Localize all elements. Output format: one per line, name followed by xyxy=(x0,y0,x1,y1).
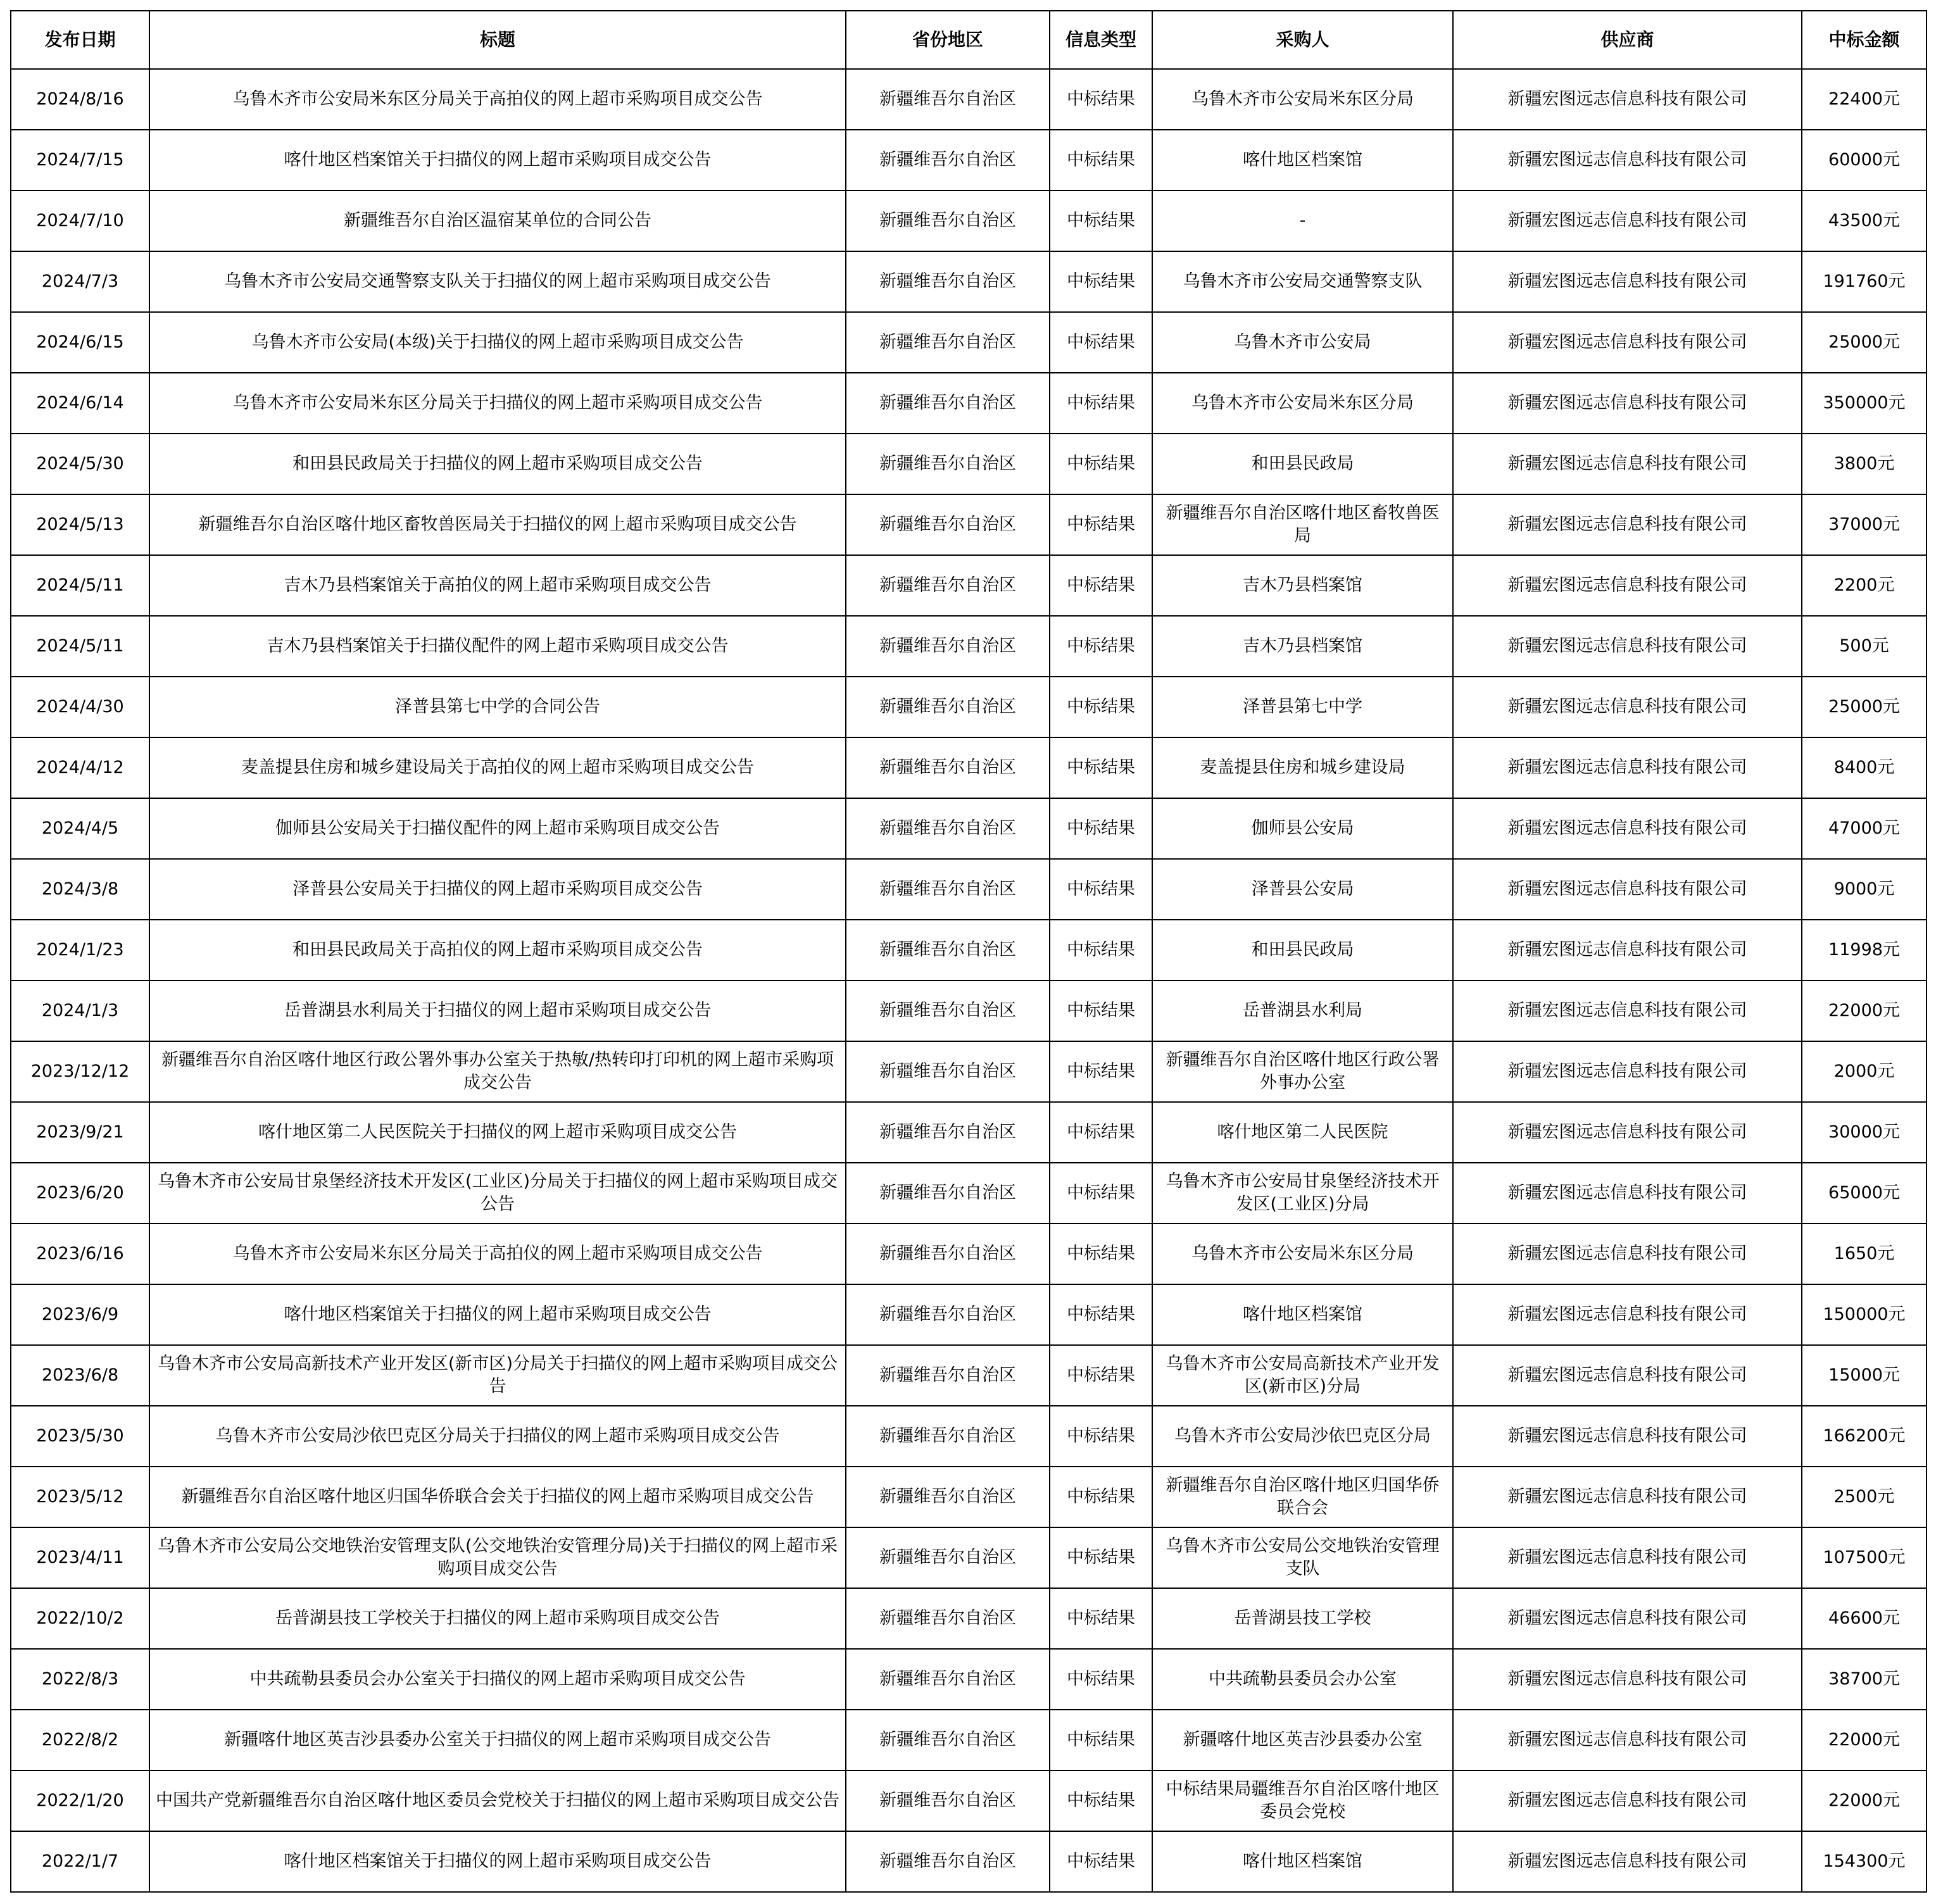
cell-purchaser: 喀什地区档案馆 xyxy=(1152,130,1453,191)
cell-date: 2024/6/14 xyxy=(11,373,149,434)
cell-title: 新疆维吾尔自治区喀什地区畜牧兽医局关于扫描仪的网上超市采购项目成交公告 xyxy=(149,494,846,555)
cell-title: 乌鲁木齐市公安局米东区分局关于高拍仪的网上超市采购项目成交公告 xyxy=(149,69,846,130)
header-row xyxy=(11,11,1927,69)
table-row xyxy=(11,1102,1927,1163)
table-row xyxy=(11,859,1927,920)
cell-date: 2024/4/30 xyxy=(11,677,149,737)
cell-purchaser: 中标结果局疆维吾尔自治区喀什地区委员会党校 xyxy=(1152,1770,1453,1831)
cell-purchaser: 吉木乃县档案馆 xyxy=(1152,616,1453,677)
cell-date: 2022/1/7 xyxy=(11,1831,149,1892)
cell-region: 新疆维吾尔自治区 xyxy=(846,1406,1050,1467)
cell-info-type: 中标结果 xyxy=(1050,798,1152,859)
cell-purchaser: 中共疏勒县委员会办公室 xyxy=(1152,1649,1453,1710)
cell-purchaser: 吉木乃县档案馆 xyxy=(1152,555,1453,616)
cell-purchaser: 喀什地区档案馆 xyxy=(1152,1284,1453,1345)
table-row xyxy=(11,737,1927,798)
cell-purchaser: 乌鲁木齐市公安局米东区分局 xyxy=(1152,1224,1453,1284)
cell-title: 乌鲁木齐市公安局高新技术产业开发区(新市区)分局关于扫描仪的网上超市采购项目成交公告 xyxy=(149,1345,846,1406)
table-row xyxy=(11,494,1927,555)
cell-date: 2024/1/23 xyxy=(11,920,149,980)
cell-purchaser: 乌鲁木齐市公安局高新技术产业开发区(新市区)分局 xyxy=(1152,1345,1453,1406)
cell-title: 乌鲁木齐市公安局沙依巴克区分局关于扫描仪的网上超市采购项目成交公告 xyxy=(149,1406,846,1467)
column-header-date: 发布日期 xyxy=(11,11,149,69)
cell-amount: 22000元 xyxy=(1802,1770,1927,1831)
cell-info-type: 中标结果 xyxy=(1050,1649,1152,1710)
column-header-title: 标题 xyxy=(149,11,846,69)
cell-info-type: 中标结果 xyxy=(1050,859,1152,920)
cell-amount: 8400元 xyxy=(1802,737,1927,798)
cell-title: 泽普县公安局关于扫描仪的网上超市采购项目成交公告 xyxy=(149,859,846,920)
cell-info-type: 中标结果 xyxy=(1050,130,1152,191)
cell-supplier: 新疆宏图远志信息科技有限公司 xyxy=(1453,191,1802,251)
cell-purchaser: 新疆维吾尔自治区喀什地区行政公署外事办公室 xyxy=(1152,1041,1453,1102)
cell-supplier: 新疆宏图远志信息科技有限公司 xyxy=(1453,1770,1802,1831)
cell-date: 2022/8/3 xyxy=(11,1649,149,1710)
cell-title: 泽普县第七中学的合同公告 xyxy=(149,677,846,737)
cell-purchaser: 岳普湖县技工学校 xyxy=(1152,1588,1453,1649)
cell-date: 2024/8/16 xyxy=(11,69,149,130)
cell-amount: 43500元 xyxy=(1802,191,1927,251)
table-row xyxy=(11,1527,1927,1588)
table-row xyxy=(11,191,1927,251)
cell-date: 2024/6/15 xyxy=(11,312,149,373)
cell-title: 中国共产党新疆维吾尔自治区喀什地区委员会党校关于扫描仪的网上超市采购项目成交公告 xyxy=(149,1770,846,1831)
cell-supplier: 新疆宏图远志信息科技有限公司 xyxy=(1453,130,1802,191)
cell-supplier: 新疆宏图远志信息科技有限公司 xyxy=(1453,1406,1802,1467)
cell-date: 2024/4/5 xyxy=(11,798,149,859)
cell-title: 乌鲁木齐市公安局(本级)关于扫描仪的网上超市采购项目成交公告 xyxy=(149,312,846,373)
cell-purchaser: 泽普县第七中学 xyxy=(1152,677,1453,737)
cell-amount: 47000元 xyxy=(1802,798,1927,859)
cell-info-type: 中标结果 xyxy=(1050,191,1152,251)
cell-title: 和田县民政局关于扫描仪的网上超市采购项目成交公告 xyxy=(149,434,846,494)
cell-info-type: 中标结果 xyxy=(1050,494,1152,555)
cell-purchaser: 新疆维吾尔自治区喀什地区畜牧兽医局 xyxy=(1152,494,1453,555)
cell-supplier: 新疆宏图远志信息科技有限公司 xyxy=(1453,1345,1802,1406)
cell-info-type: 中标结果 xyxy=(1050,1710,1152,1770)
cell-supplier: 新疆宏图远志信息科技有限公司 xyxy=(1453,1527,1802,1588)
table-row xyxy=(11,798,1927,859)
cell-amount: 154300元 xyxy=(1802,1831,1927,1892)
cell-title: 喀什地区档案馆关于扫描仪的网上超市采购项目成交公告 xyxy=(149,130,846,191)
cell-supplier: 新疆宏图远志信息科技有限公司 xyxy=(1453,1163,1802,1224)
cell-supplier: 新疆宏图远志信息科技有限公司 xyxy=(1453,737,1802,798)
cell-region: 新疆维吾尔自治区 xyxy=(846,1770,1050,1831)
cell-date: 2024/7/10 xyxy=(11,191,149,251)
cell-supplier: 新疆宏图远志信息科技有限公司 xyxy=(1453,920,1802,980)
cell-date: 2024/4/12 xyxy=(11,737,149,798)
cell-info-type: 中标结果 xyxy=(1050,312,1152,373)
table-row xyxy=(11,920,1927,980)
cell-info-type: 中标结果 xyxy=(1050,1770,1152,1831)
cell-info-type: 中标结果 xyxy=(1050,1467,1152,1527)
cell-amount: 2000元 xyxy=(1802,1041,1927,1102)
cell-date: 2024/7/15 xyxy=(11,130,149,191)
cell-info-type: 中标结果 xyxy=(1050,980,1152,1041)
cell-region: 新疆维吾尔自治区 xyxy=(846,1588,1050,1649)
cell-title: 乌鲁木齐市公安局甘泉堡经济技术开发区(工业区)分局关于扫描仪的网上超市采购项目成交公告 xyxy=(149,1163,846,1224)
cell-date: 2024/5/30 xyxy=(11,434,149,494)
cell-info-type: 中标结果 xyxy=(1050,1406,1152,1467)
cell-amount: 25000元 xyxy=(1802,312,1927,373)
cell-date: 2022/8/2 xyxy=(11,1710,149,1770)
cell-supplier: 新疆宏图远志信息科技有限公司 xyxy=(1453,1831,1802,1892)
cell-amount: 65000元 xyxy=(1802,1163,1927,1224)
cell-info-type: 中标结果 xyxy=(1050,1163,1152,1224)
cell-region: 新疆维吾尔自治区 xyxy=(846,1102,1050,1163)
cell-info-type: 中标结果 xyxy=(1050,1284,1152,1345)
cell-date: 2023/5/12 xyxy=(11,1467,149,1527)
cell-region: 新疆维吾尔自治区 xyxy=(846,920,1050,980)
cell-region: 新疆维吾尔自治区 xyxy=(846,677,1050,737)
table-row xyxy=(11,1284,1927,1345)
cell-supplier: 新疆宏图远志信息科技有限公司 xyxy=(1453,494,1802,555)
cell-date: 2023/6/9 xyxy=(11,1284,149,1345)
cell-supplier: 新疆宏图远志信息科技有限公司 xyxy=(1453,1224,1802,1284)
cell-info-type: 中标结果 xyxy=(1050,555,1152,616)
table-row xyxy=(11,434,1927,494)
cell-region: 新疆维吾尔自治区 xyxy=(846,130,1050,191)
cell-region: 新疆维吾尔自治区 xyxy=(846,69,1050,130)
cell-title: 喀什地区档案馆关于扫描仪的网上超市采购项目成交公告 xyxy=(149,1284,846,1345)
table-row xyxy=(11,1710,1927,1770)
cell-date: 2023/9/21 xyxy=(11,1102,149,1163)
cell-amount: 60000元 xyxy=(1802,130,1927,191)
cell-amount: 2200元 xyxy=(1802,555,1927,616)
table-row xyxy=(11,677,1927,737)
cell-purchaser: 和田县民政局 xyxy=(1152,920,1453,980)
cell-supplier: 新疆宏图远志信息科技有限公司 xyxy=(1453,1649,1802,1710)
cell-date: 2023/12/12 xyxy=(11,1041,149,1102)
cell-amount: 22400元 xyxy=(1802,69,1927,130)
column-header-supplier: 供应商 xyxy=(1453,11,1802,69)
cell-supplier: 新疆宏图远志信息科技有限公司 xyxy=(1453,1588,1802,1649)
cell-info-type: 中标结果 xyxy=(1050,1831,1152,1892)
cell-supplier: 新疆宏图远志信息科技有限公司 xyxy=(1453,1710,1802,1770)
table-row xyxy=(11,69,1927,130)
cell-region: 新疆维吾尔自治区 xyxy=(846,616,1050,677)
table-row xyxy=(11,1041,1927,1102)
cell-info-type: 中标结果 xyxy=(1050,251,1152,312)
table-row xyxy=(11,251,1927,312)
cell-title: 中共疏勒县委员会办公室关于扫描仪的网上超市采购项目成交公告 xyxy=(149,1649,846,1710)
cell-date: 2024/5/11 xyxy=(11,616,149,677)
cell-title: 喀什地区档案馆关于扫描仪的网上超市采购项目成交公告 xyxy=(149,1831,846,1892)
table-row xyxy=(11,980,1927,1041)
cell-purchaser: 新疆喀什地区英吉沙县委办公室 xyxy=(1152,1710,1453,1770)
table-body xyxy=(11,69,1927,1892)
cell-region: 新疆维吾尔自治区 xyxy=(846,980,1050,1041)
cell-supplier: 新疆宏图远志信息科技有限公司 xyxy=(1453,616,1802,677)
cell-date: 2023/6/16 xyxy=(11,1224,149,1284)
cell-supplier: 新疆宏图远志信息科技有限公司 xyxy=(1453,373,1802,434)
cell-date: 2023/6/8 xyxy=(11,1345,149,1406)
cell-supplier: 新疆宏图远志信息科技有限公司 xyxy=(1453,251,1802,312)
cell-purchaser: 乌鲁木齐市公安局米东区分局 xyxy=(1152,373,1453,434)
cell-date: 2024/5/13 xyxy=(11,494,149,555)
table-row xyxy=(11,1649,1927,1710)
table-row xyxy=(11,312,1927,373)
cell-amount: 25000元 xyxy=(1802,677,1927,737)
cell-region: 新疆维吾尔自治区 xyxy=(846,859,1050,920)
cell-amount: 15000元 xyxy=(1802,1345,1927,1406)
column-header-region: 省份地区 xyxy=(846,11,1050,69)
cell-amount: 30000元 xyxy=(1802,1102,1927,1163)
cell-date: 2023/5/30 xyxy=(11,1406,149,1467)
cell-amount: 3800元 xyxy=(1802,434,1927,494)
cell-info-type: 中标结果 xyxy=(1050,1102,1152,1163)
cell-region: 新疆维吾尔自治区 xyxy=(846,798,1050,859)
cell-title: 新疆喀什地区英吉沙县委办公室关于扫描仪的网上超市采购项目成交公告 xyxy=(149,1710,846,1770)
cell-purchaser: 乌鲁木齐市公安局 xyxy=(1152,312,1453,373)
cell-supplier: 新疆宏图远志信息科技有限公司 xyxy=(1453,980,1802,1041)
cell-supplier: 新疆宏图远志信息科技有限公司 xyxy=(1453,1284,1802,1345)
cell-region: 新疆维吾尔自治区 xyxy=(846,555,1050,616)
cell-region: 新疆维吾尔自治区 xyxy=(846,1527,1050,1588)
cell-info-type: 中标结果 xyxy=(1050,1527,1152,1588)
cell-supplier: 新疆宏图远志信息科技有限公司 xyxy=(1453,69,1802,130)
tender-results-sheet xyxy=(10,10,1926,1893)
cell-info-type: 中标结果 xyxy=(1050,1224,1152,1284)
cell-purchaser: - xyxy=(1152,191,1453,251)
table-row xyxy=(11,1770,1927,1831)
cell-region: 新疆维吾尔自治区 xyxy=(846,1467,1050,1527)
cell-date: 2023/4/11 xyxy=(11,1527,149,1588)
cell-title: 和田县民政局关于高拍仪的网上超市采购项目成交公告 xyxy=(149,920,846,980)
cell-region: 新疆维吾尔自治区 xyxy=(846,191,1050,251)
cell-supplier: 新疆宏图远志信息科技有限公司 xyxy=(1453,312,1802,373)
cell-region: 新疆维吾尔自治区 xyxy=(846,1345,1050,1406)
table-row xyxy=(11,1224,1927,1284)
cell-supplier: 新疆宏图远志信息科技有限公司 xyxy=(1453,434,1802,494)
cell-amount: 37000元 xyxy=(1802,494,1927,555)
cell-date: 2024/3/8 xyxy=(11,859,149,920)
table-row xyxy=(11,616,1927,677)
cell-purchaser: 泽普县公安局 xyxy=(1152,859,1453,920)
cell-region: 新疆维吾尔自治区 xyxy=(846,1649,1050,1710)
cell-amount: 22000元 xyxy=(1802,980,1927,1041)
cell-purchaser: 乌鲁木齐市公安局甘泉堡经济技术开发区(工业区)分局 xyxy=(1152,1163,1453,1224)
cell-info-type: 中标结果 xyxy=(1050,69,1152,130)
cell-title: 乌鲁木齐市公安局米东区分局关于扫描仪的网上超市采购项目成交公告 xyxy=(149,373,846,434)
cell-title: 新疆维吾尔自治区喀什地区行政公署外事办公室关于热敏/热转印打印机的网上超市采购项成交公告 xyxy=(149,1041,846,1102)
cell-purchaser: 乌鲁木齐市公安局米东区分局 xyxy=(1152,69,1453,130)
cell-supplier: 新疆宏图远志信息科技有限公司 xyxy=(1453,1041,1802,1102)
cell-region: 新疆维吾尔自治区 xyxy=(846,1284,1050,1345)
cell-region: 新疆维吾尔自治区 xyxy=(846,251,1050,312)
cell-supplier: 新疆宏图远志信息科技有限公司 xyxy=(1453,555,1802,616)
cell-title: 乌鲁木齐市公安局交通警察支队关于扫描仪的网上超市采购项目成交公告 xyxy=(149,251,846,312)
cell-title: 吉木乃县档案馆关于扫描仪配件的网上超市采购项目成交公告 xyxy=(149,616,846,677)
cell-date: 2024/5/11 xyxy=(11,555,149,616)
cell-info-type: 中标结果 xyxy=(1050,434,1152,494)
cell-supplier: 新疆宏图远志信息科技有限公司 xyxy=(1453,1102,1802,1163)
cell-amount: 9000元 xyxy=(1802,859,1927,920)
cell-supplier: 新疆宏图远志信息科技有限公司 xyxy=(1453,677,1802,737)
cell-amount: 38700元 xyxy=(1802,1649,1927,1710)
cell-amount: 350000元 xyxy=(1802,373,1927,434)
cell-info-type: 中标结果 xyxy=(1050,616,1152,677)
cell-date: 2024/1/3 xyxy=(11,980,149,1041)
tender-results-table xyxy=(10,10,1927,1893)
cell-date: 2022/1/20 xyxy=(11,1770,149,1831)
cell-info-type: 中标结果 xyxy=(1050,1588,1152,1649)
cell-title: 乌鲁木齐市公安局米东区分局关于高拍仪的网上超市采购项目成交公告 xyxy=(149,1224,846,1284)
cell-info-type: 中标结果 xyxy=(1050,1345,1152,1406)
cell-info-type: 中标结果 xyxy=(1050,920,1152,980)
cell-title: 岳普湖县技工学校关于扫描仪的网上超市采购项目成交公告 xyxy=(149,1588,846,1649)
cell-purchaser: 和田县民政局 xyxy=(1152,434,1453,494)
cell-amount: 1650元 xyxy=(1802,1224,1927,1284)
cell-title: 乌鲁木齐市公安局公交地铁治安管理支队(公交地铁治安管理分局)关于扫描仪的网上超市采购项目成交公告 xyxy=(149,1527,846,1588)
cell-region: 新疆维吾尔自治区 xyxy=(846,1831,1050,1892)
cell-title: 岳普湖县水利局关于扫描仪的网上超市采购项目成交公告 xyxy=(149,980,846,1041)
column-header-info-type: 信息类型 xyxy=(1050,11,1152,69)
cell-amount: 150000元 xyxy=(1802,1284,1927,1345)
cell-region: 新疆维吾尔自治区 xyxy=(846,494,1050,555)
cell-region: 新疆维吾尔自治区 xyxy=(846,737,1050,798)
table-row xyxy=(11,555,1927,616)
table-row xyxy=(11,1831,1927,1892)
cell-info-type: 中标结果 xyxy=(1050,1041,1152,1102)
cell-amount: 191760元 xyxy=(1802,251,1927,312)
cell-purchaser: 新疆维吾尔自治区喀什地区归国华侨联合会 xyxy=(1152,1467,1453,1527)
cell-title: 麦盖提县住房和城乡建设局关于高拍仪的网上超市采购项目成交公告 xyxy=(149,737,846,798)
cell-amount: 11998元 xyxy=(1802,920,1927,980)
cell-amount: 2500元 xyxy=(1802,1467,1927,1527)
cell-title: 喀什地区第二人民医院关于扫描仪的网上超市采购项目成交公告 xyxy=(149,1102,846,1163)
cell-region: 新疆维吾尔自治区 xyxy=(846,1710,1050,1770)
cell-info-type: 中标结果 xyxy=(1050,677,1152,737)
cell-purchaser: 乌鲁木齐市公安局沙依巴克区分局 xyxy=(1152,1406,1453,1467)
table-row xyxy=(11,1163,1927,1224)
cell-date: 2024/7/3 xyxy=(11,251,149,312)
cell-purchaser: 乌鲁木齐市公安局交通警察支队 xyxy=(1152,251,1453,312)
table-row xyxy=(11,1588,1927,1649)
cell-amount: 107500元 xyxy=(1802,1527,1927,1588)
cell-title: 吉木乃县档案馆关于高拍仪的网上超市采购项目成交公告 xyxy=(149,555,846,616)
cell-region: 新疆维吾尔自治区 xyxy=(846,312,1050,373)
cell-amount: 46600元 xyxy=(1802,1588,1927,1649)
cell-title: 伽师县公安局关于扫描仪配件的网上超市采购项目成交公告 xyxy=(149,798,846,859)
cell-supplier: 新疆宏图远志信息科技有限公司 xyxy=(1453,859,1802,920)
table-row xyxy=(11,130,1927,191)
cell-title: 新疆维吾尔自治区温宿某单位的合同公告 xyxy=(149,191,846,251)
table-header xyxy=(11,11,1927,69)
cell-region: 新疆维吾尔自治区 xyxy=(846,434,1050,494)
cell-date: 2022/10/2 xyxy=(11,1588,149,1649)
cell-info-type: 中标结果 xyxy=(1050,737,1152,798)
cell-info-type: 中标结果 xyxy=(1050,373,1152,434)
cell-purchaser: 伽师县公安局 xyxy=(1152,798,1453,859)
table-row xyxy=(11,1345,1927,1406)
cell-supplier: 新疆宏图远志信息科技有限公司 xyxy=(1453,1467,1802,1527)
cell-amount: 500元 xyxy=(1802,616,1927,677)
cell-date: 2023/6/20 xyxy=(11,1163,149,1224)
table-row xyxy=(11,1406,1927,1467)
cell-region: 新疆维吾尔自治区 xyxy=(846,373,1050,434)
table-row xyxy=(11,373,1927,434)
cell-supplier: 新疆宏图远志信息科技有限公司 xyxy=(1453,798,1802,859)
cell-region: 新疆维吾尔自治区 xyxy=(846,1224,1050,1284)
cell-purchaser: 岳普湖县水利局 xyxy=(1152,980,1453,1041)
cell-amount: 22000元 xyxy=(1802,1710,1927,1770)
cell-region: 新疆维吾尔自治区 xyxy=(846,1163,1050,1224)
column-header-purchaser: 采购人 xyxy=(1152,11,1453,69)
cell-purchaser: 麦盖提县住房和城乡建设局 xyxy=(1152,737,1453,798)
cell-purchaser: 乌鲁木齐市公安局公交地铁治安管理支队 xyxy=(1152,1527,1453,1588)
column-header-amount: 中标金额 xyxy=(1802,11,1927,69)
table-row xyxy=(11,1467,1927,1527)
cell-region: 新疆维吾尔自治区 xyxy=(846,1041,1050,1102)
cell-purchaser: 喀什地区第二人民医院 xyxy=(1152,1102,1453,1163)
cell-title: 新疆维吾尔自治区喀什地区归国华侨联合会关于扫描仪的网上超市采购项目成交公告 xyxy=(149,1467,846,1527)
cell-purchaser: 喀什地区档案馆 xyxy=(1152,1831,1453,1892)
cell-amount: 166200元 xyxy=(1802,1406,1927,1467)
